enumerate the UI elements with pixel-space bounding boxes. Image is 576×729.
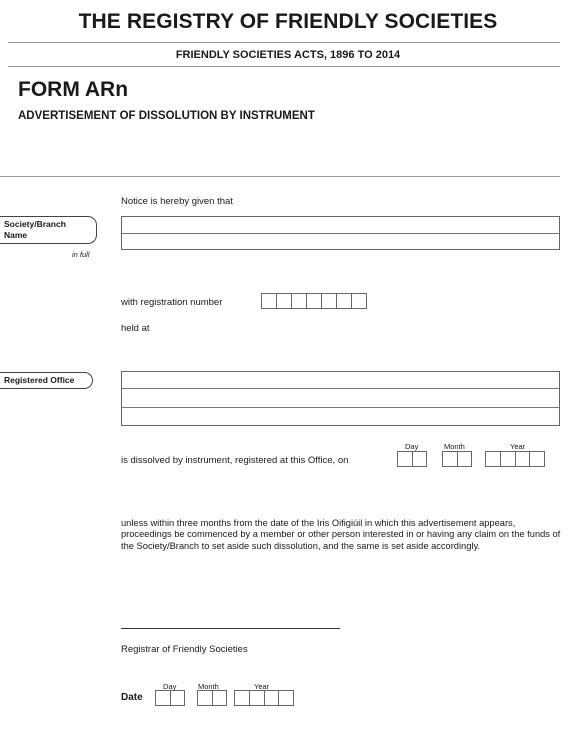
form-code: FORM ARn [18,78,129,101]
signature-day-header: Day [163,682,177,691]
dissolution-day-header: Day [405,442,419,451]
year-cell[interactable] [501,452,516,466]
registration-number-label: with registration number [121,297,223,308]
day-cell[interactable] [398,452,413,466]
reg-number-cell[interactable] [292,294,307,308]
in-full-note: in full [72,250,90,259]
day-cell[interactable] [413,452,427,466]
society-name-field-divider [122,233,559,234]
month-cell[interactable] [443,452,458,466]
notice-intro: Notice is hereby given that [121,196,233,207]
header-rule-bottom [8,66,560,67]
reg-number-cell[interactable] [307,294,322,308]
reg-number-cell[interactable] [352,294,366,308]
society-name-field[interactable] [121,216,560,250]
signature-month-header: Month [198,682,219,691]
year-cell[interactable] [250,691,265,705]
year-cell[interactable] [235,691,250,705]
signature-day-field[interactable] [155,690,185,706]
acts-subtitle: FRIENDLY SOCIETIES ACTS, 1896 TO 2014 [175,49,401,61]
date-label: Date [121,692,143,703]
registration-number-field[interactable] [261,293,367,309]
reg-number-cell[interactable] [277,294,292,308]
section-rule [0,176,560,177]
dissolution-year-field[interactable] [485,451,545,467]
registrar-label: Registrar of Friendly Societies [121,644,248,655]
header-rule-top [8,42,560,43]
form-subject: ADVERTISEMENT OF DISSOLUTION BY INSTRUMENT [18,110,315,122]
day-cell[interactable] [171,691,185,705]
dissolved-text: is dissolved by instrument, registered at this Office, on [121,455,349,466]
dissolution-year-header: Year [510,442,526,451]
registry-title: THE REGISTRY OF FRIENDLY SOCIETIES [78,10,498,33]
signature-year-header: Year [254,682,270,691]
month-cell[interactable] [458,452,472,466]
year-cell[interactable] [516,452,531,466]
dissolution-month-field[interactable] [442,451,472,467]
reg-number-cell[interactable] [337,294,352,308]
society-branch-name-label: Society/Branch Name [0,216,97,244]
held-at-label: held at [121,323,150,334]
registered-office-divider [122,407,559,408]
year-cell[interactable] [279,691,293,705]
dissolution-month-header: Month [444,442,465,451]
reg-number-cell[interactable] [322,294,337,308]
dissolution-day-field[interactable] [397,451,427,467]
signature-month-field[interactable] [197,690,227,706]
registered-office-field[interactable] [121,371,560,426]
reg-number-cell[interactable] [262,294,277,308]
month-cell[interactable] [213,691,227,705]
month-cell[interactable] [198,691,213,705]
year-cell[interactable] [265,691,280,705]
year-cell[interactable] [530,452,544,466]
registered-office-label: Registered Office [0,372,93,389]
year-cell[interactable] [486,452,501,466]
registrar-signature-line[interactable] [121,628,340,629]
unless-paragraph: unless within three months from the date of the Iris Oifigiúil in which this advertisement appears, proceedings be commenced by a member or other person interested in or having any claim on the funds of the Society/Branch to set aside such dissolution, and the same is set aside accordingly. [121,518,561,551]
day-cell[interactable] [156,691,171,705]
signature-year-field[interactable] [234,690,294,706]
registered-office-divider [122,388,559,389]
